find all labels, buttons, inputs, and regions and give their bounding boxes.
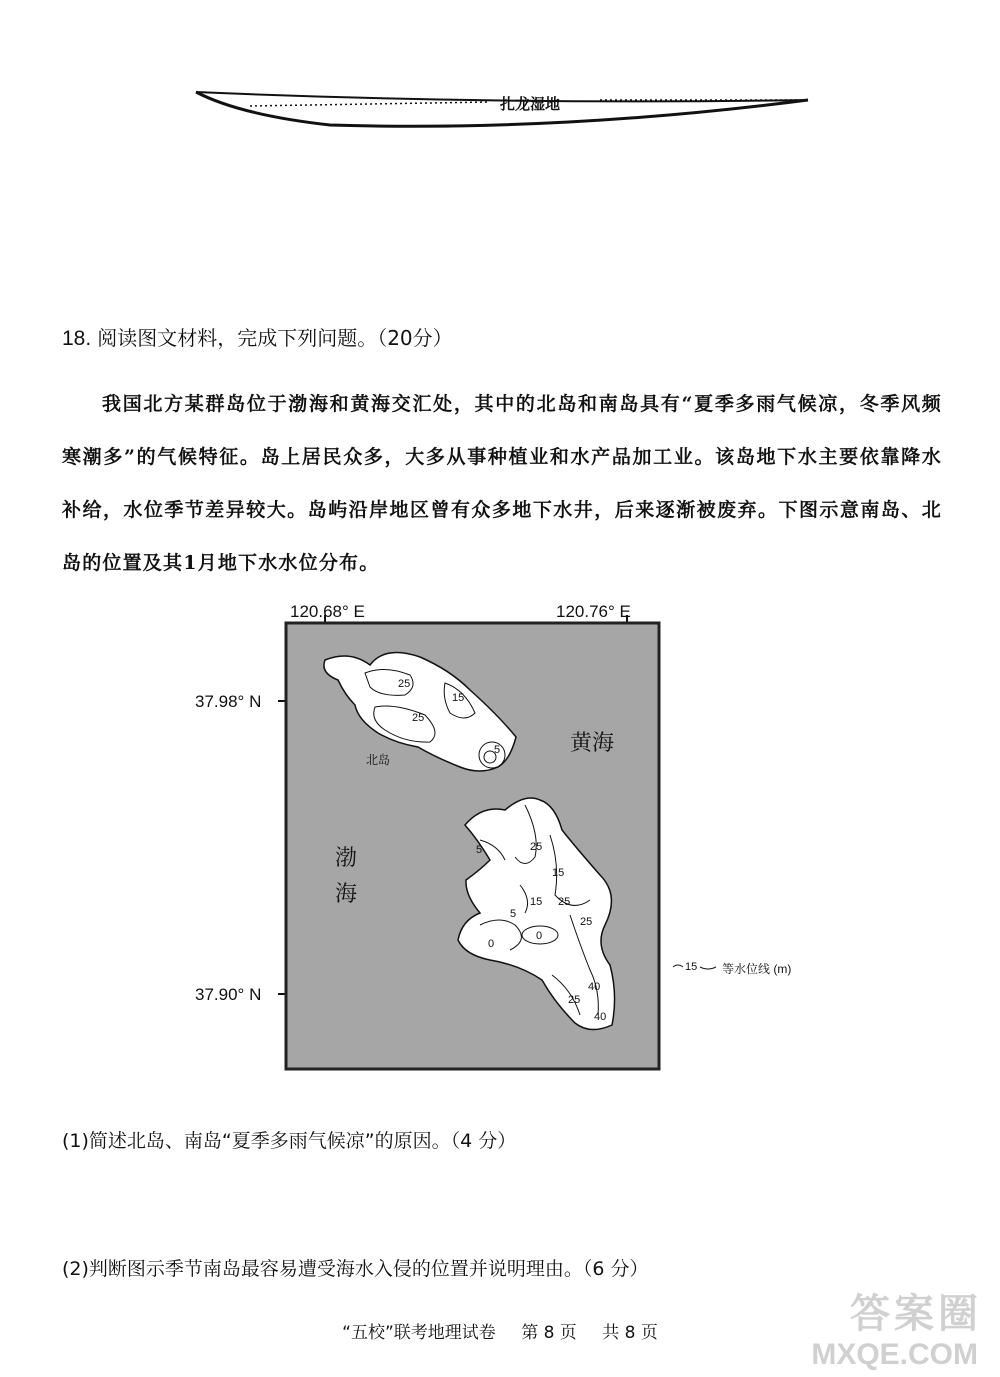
footer-exam-name: “五校”联考地理试卷 [342, 1323, 496, 1343]
wetland-section-figure [0, 70, 1000, 160]
north-label-5: 5 [494, 744, 501, 756]
south-label-0b: 0 [536, 930, 543, 942]
legend-text: 等水位线 (m) [722, 962, 792, 976]
material-paragraph: 我国北方某群岛位于渤海和黄海交汇处，其中的北岛和南岛具有“夏季多雨气候凉，冬季风频寒潮多”的气候特征。岛上居民众多，大多从事种植业和水产品加工业。该岛地下水主要依靠降水补给，水位季节差异较大。岛屿沿岸地区曾有众多地下水井，后来逐渐被废弃。下图示意南岛、北岛的位置及其1月地下水水位分布。 [62, 393, 942, 574]
dotted-line-left [250, 102, 490, 106]
lon-label-west: 120.68° E [290, 602, 365, 621]
north-label-25b: 25 [412, 712, 425, 724]
watermark-url: MXQE.COM [811, 1338, 978, 1371]
question-title: 阅读图文材料，完成下列问题。（20分） [97, 326, 453, 350]
north-label-25a: 25 [398, 678, 411, 690]
south-label-25a: 25 [530, 841, 543, 853]
question-number: 18. [62, 327, 92, 350]
south-label-5a: 5 [476, 844, 483, 856]
south-label-25c: 25 [580, 916, 593, 928]
lat-label-south: 37.90° N [195, 985, 262, 1004]
bohai-sea-label-2: 海 [335, 882, 358, 907]
north-label-15: 15 [452, 692, 465, 704]
sub-question-1: (1)简述北岛、南岛“夏季多雨气候凉”的原因。（4 分） [62, 1130, 517, 1152]
sub-question-2: (2)判断图示季节南岛最容易遭受海水入侵的位置并说明理由。（6 分） [62, 1258, 649, 1280]
footer-page-total: 共 8 页 [602, 1323, 658, 1343]
yellow-sea-label: 黄海 [570, 731, 615, 756]
watermark-logo-text: 答案圈 [850, 1291, 982, 1337]
legend-number: 15 [685, 961, 698, 973]
south-label-25d: 25 [568, 994, 581, 1006]
island-map [180, 595, 820, 1075]
north-island-label: 北岛 [366, 753, 391, 767]
lat-label-north: 37.98° N [195, 692, 262, 711]
south-label-15a: 15 [552, 867, 565, 879]
lon-label-east: 120.76° E [556, 602, 631, 621]
footer-page-number: 第 8 页 [521, 1323, 577, 1343]
south-label-40b: 40 [594, 1011, 607, 1023]
question-heading [62, 322, 453, 351]
south-label-40a: 40 [588, 981, 601, 993]
wetland-label: 扎龙湿地 [500, 96, 561, 113]
south-label-15b: 15 [530, 896, 543, 908]
bohai-sea-label-1: 渤 [335, 846, 358, 871]
south-label-25b: 25 [558, 896, 571, 908]
south-label-0a: 0 [488, 938, 495, 950]
south-label-5b: 5 [510, 908, 517, 920]
